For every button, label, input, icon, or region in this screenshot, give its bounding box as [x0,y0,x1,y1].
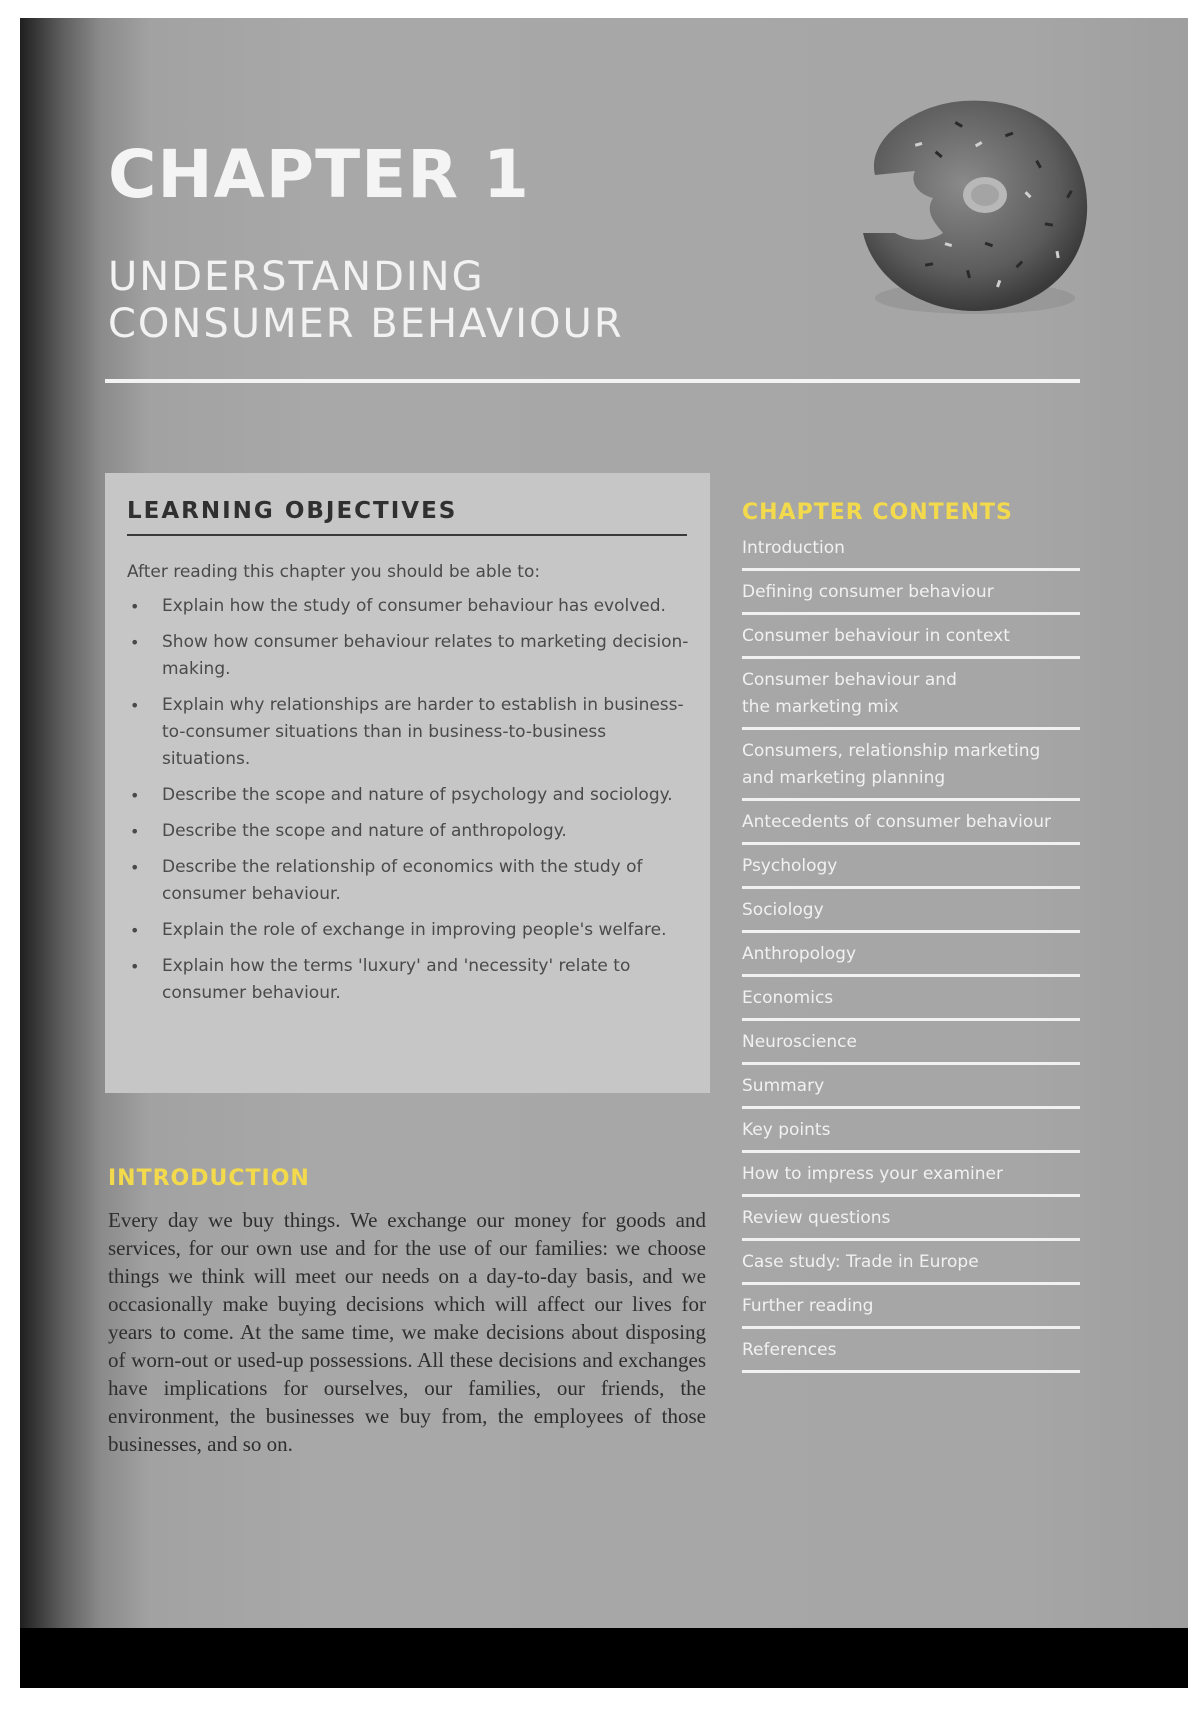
contents-item-psychology: Psychology [742,851,1080,889]
bullet-icon: • [130,633,140,652]
introduction-paragraph: Every day we buy things. We exchange our money for goods and services, for our own use and for the use of our families: we choose things we think will meet our needs on a day-to-day basis, and we occasionally make buying decisions which will affect our lives for years to come. At the same time, we make decisions about disposing of worn-out or used-up possessions. All these decisions and exchanges have implications for ourselves, our families, our friends, the environment, the businesses we buy from, the employees of those businesses, and so on. [108,1208,706,1456]
objective-item: • Explain the role of exchange in improving people's welfare. [127,917,692,944]
chapter-contents [742,500,1080,1379]
objective-item: • Describe the scope and nature of psychology and sociology. [127,782,692,809]
objective-item: • Describe the scope and nature of anthropology. [127,818,692,845]
contents-item-references: References [742,1335,1080,1373]
chapter-title [108,254,624,348]
scan-bottom-edge [20,1628,1188,1688]
contents-item-defining: Defining consumer behaviour [742,577,1080,615]
title-divider [105,379,1080,383]
chapter-title-line-2: CONSUMER BEHAVIOUR [108,301,624,347]
book-page [20,18,1188,1688]
contents-item-further-reading: Further reading [742,1291,1080,1329]
objective-item: • Explain why relationships are harder to establish in business-to-consumer situations than in business-to-business situations. [127,692,692,773]
bullet-icon: • [130,921,140,940]
bullet-icon: • [130,786,140,805]
learning-objectives-box [105,473,710,1093]
objective-item: • Explain how the terms 'luxury' and 'necessity' relate to consumer behaviour. [127,953,692,1007]
bullet-icon: • [130,696,140,715]
contents-item-introduction: Introduction [742,533,1080,571]
learning-objectives-divider [127,534,687,536]
chapter-contents-list [742,533,1080,1373]
contents-item-review-questions: Review questions [742,1203,1080,1241]
contents-item-antecedents: Antecedents of consumer behaviour [742,807,1080,845]
contents-item-case-study: Case study: Trade in Europe [742,1247,1080,1285]
contents-item-neuroscience: Neuroscience [742,1027,1080,1065]
chapter-number: CHAPTER 1 [108,136,530,213]
learning-objectives-intro: After reading this chapter you should be able to: [127,562,541,582]
contents-item-anthropology: Anthropology [742,939,1080,977]
contents-item-summary: Summary [742,1071,1080,1109]
learning-objectives-heading: LEARNING OBJECTIVES [127,498,458,524]
chapter-contents-heading: CHAPTER CONTENTS [742,500,1013,525]
contents-item-key-points: Key points [742,1115,1080,1153]
bitten-donut-image [835,83,1105,333]
contents-item-relationship-marketing: Consumers, relationship marketing and marketing planning [742,736,1080,801]
bullet-icon: • [130,597,140,616]
contents-item-economics: Economics [742,983,1080,1021]
objective-item: • Describe the relationship of economics with the study of consumer behaviour. [127,854,692,908]
contents-item-marketing-mix: Consumer behaviour and the marketing mix [742,665,1080,730]
bullet-icon: • [130,822,140,841]
contents-item-context: Consumer behaviour in context [742,621,1080,659]
objective-item: • Explain how the study of consumer behaviour has evolved. [127,593,692,620]
contents-item-sociology: Sociology [742,895,1080,933]
contents-item-examiner: How to impress your examiner [742,1159,1080,1197]
objective-item: • Show how consumer behaviour relates to marketing decision-making. [127,629,692,683]
chapter-title-line-1: UNDERSTANDING [108,254,485,300]
bullet-icon: • [130,957,140,976]
learning-objectives-list [127,593,692,1016]
introduction-heading: INTRODUCTION [108,1166,310,1191]
bullet-icon: • [130,858,140,877]
